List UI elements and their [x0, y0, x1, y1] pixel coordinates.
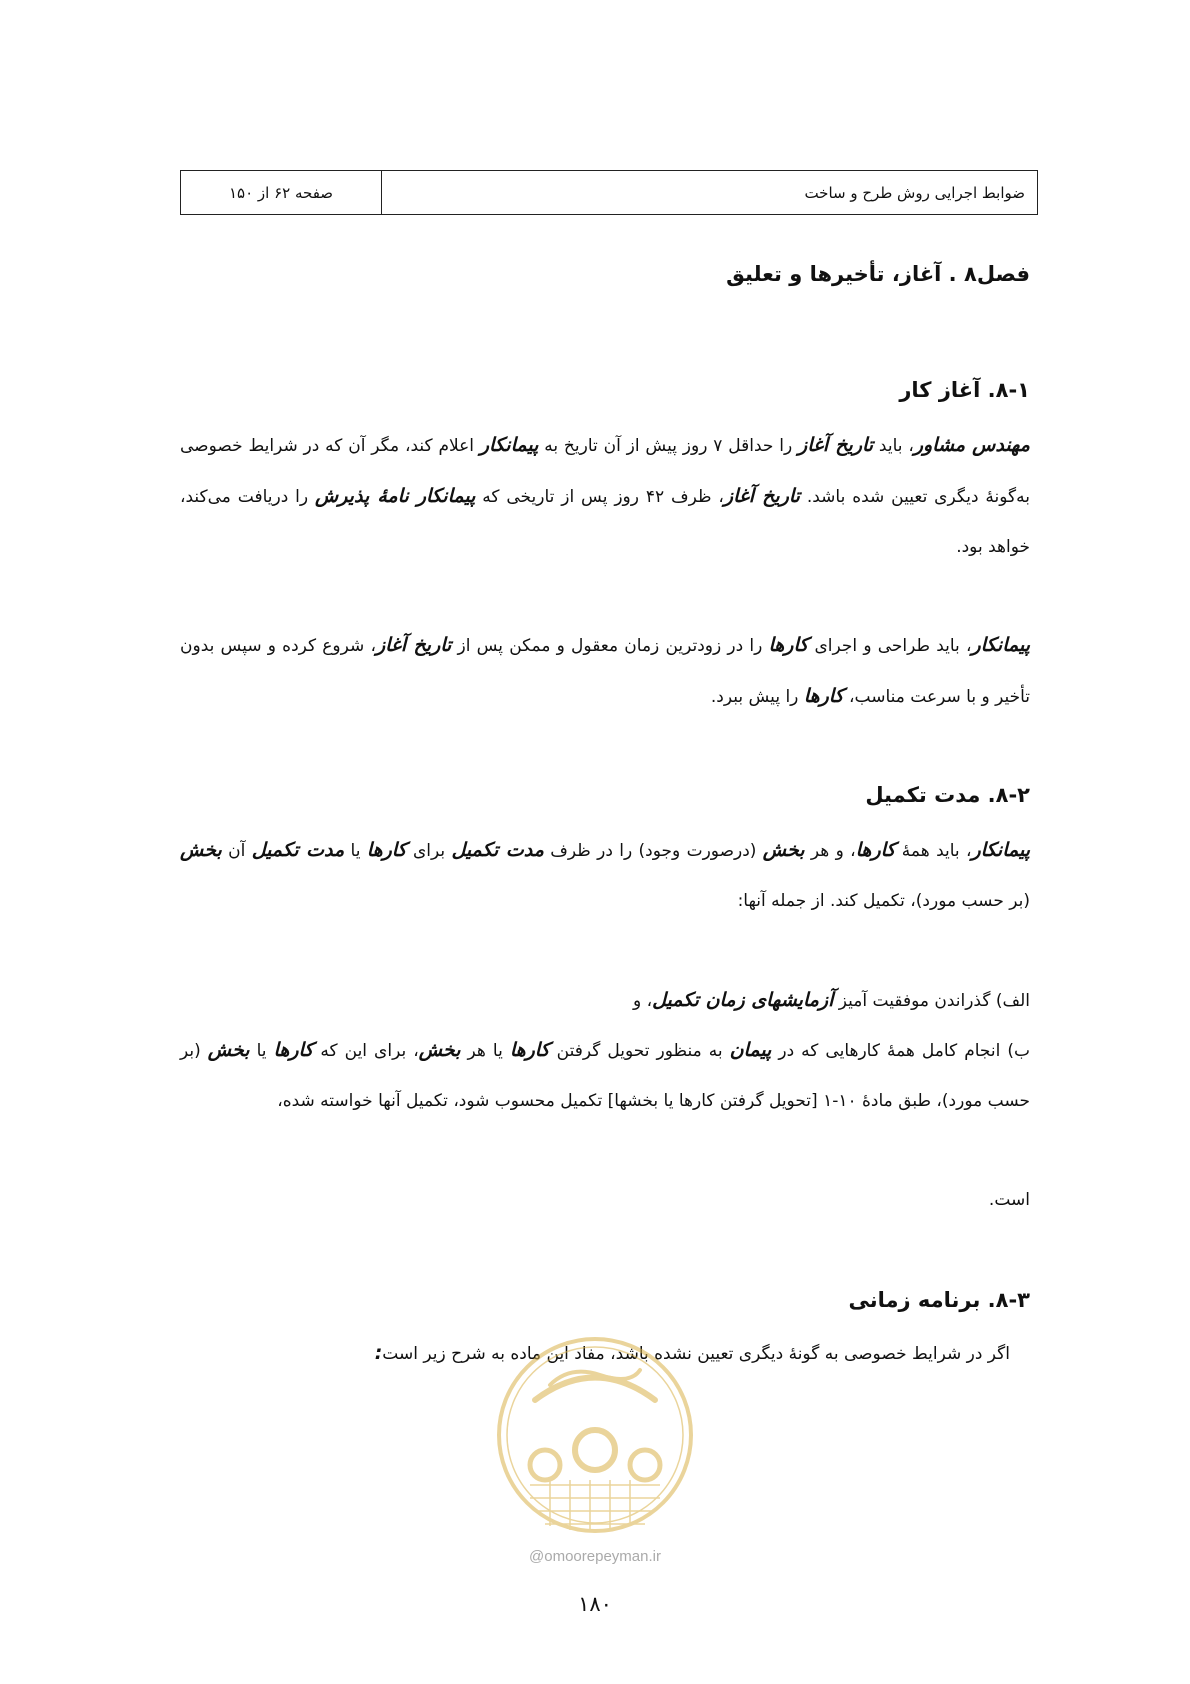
- text-run: برای: [406, 841, 452, 861]
- document-title: ضوابط اجرایی روش طرح و ساخت: [381, 171, 1037, 214]
- text-run: (درصورت وجود) را در ظرف: [543, 841, 763, 861]
- term: کارها: [509, 1039, 550, 1061]
- term: بخش: [418, 1039, 461, 1061]
- paragraph-8-2: [180, 825, 1030, 926]
- list-item-alef: [180, 975, 1030, 1026]
- page-number: ۱۸۰: [578, 1592, 612, 1616]
- text-run: آن: [221, 841, 252, 861]
- term: بخش: [207, 1039, 250, 1061]
- text-run: ، شروع کرده و سپس بدون تأخیر و با سرعت مناسب،: [180, 636, 1030, 707]
- text-run: را پیش ببرد.: [710, 687, 804, 707]
- text-run: یا: [249, 1041, 274, 1061]
- term: کارها: [366, 839, 407, 861]
- text-run: ب) انجام کامل همهٔ کارهایی که در: [771, 1041, 1030, 1061]
- section-heading-8-2: ۸-۲. مدت تکمیل: [865, 783, 1030, 807]
- text-run: را دریافت می‌کند، خواهد بود.: [180, 487, 1030, 557]
- watermark-url: @omoorepeyman.ir: [529, 1548, 661, 1565]
- term: مهندس مشاور: [913, 434, 1030, 456]
- text-run: ، باید طراحی و اجرای: [808, 636, 972, 656]
- watermark-logo: [490, 1330, 700, 1570]
- section-heading-8-1: ۸-۱. آغاز کار: [899, 378, 1030, 402]
- term: بخش: [762, 839, 805, 861]
- list-item-be: [180, 1025, 1030, 1126]
- term: کارها: [273, 1039, 314, 1061]
- text-run: را در زودترین زمان معقول و ممکن پس از: [451, 636, 769, 656]
- text-run: اعلام کند، مگر آن که در شرایط خصوصی به‌گونهٔ دیگری تعیین شده باشد.: [180, 436, 1030, 507]
- text-run: ، و هر: [804, 841, 856, 861]
- paragraph-8-1-b: [180, 620, 1030, 722]
- text-run: یا: [344, 841, 367, 861]
- term: :: [374, 1342, 383, 1364]
- text-run: را حداقل ۷ روز پیش از آن تاریخ به: [538, 436, 799, 456]
- page-header: [180, 170, 1038, 215]
- term: مدت تکمیل: [251, 839, 345, 861]
- term: کارها: [768, 634, 809, 656]
- term: پیمانکار: [971, 839, 1031, 861]
- excavator-icon: [630, 1450, 660, 1480]
- term: آزمایشهای زمان تکمیل: [652, 989, 834, 1011]
- chapter-title: فصل۸ . آغاز، تأخیرها و تعلیق: [726, 262, 1030, 286]
- term: پیمانکار نامهٔ پذیرش: [315, 485, 476, 507]
- term: تاریخ آغاز: [375, 634, 452, 656]
- paragraph-8-1-a: [180, 420, 1030, 572]
- text-run: ، باید همهٔ: [895, 841, 972, 861]
- term: کارها: [803, 685, 844, 707]
- text-run: الف) گذراندن موفقیت آمیز: [833, 991, 1030, 1011]
- scales-icon: [530, 1450, 560, 1480]
- term: تاریخ آغاز: [723, 485, 800, 507]
- term: تاریخ آغاز: [798, 434, 874, 456]
- text-run: (بر حسب مورد)، طبق مادهٔ ۱۰-۱ [تحویل گرفتن کارها یا بخشها] تکمیل محسوب شود، تکمیل آنها خواسته شده،: [180, 1041, 1030, 1111]
- term: پیمانکار: [479, 434, 539, 456]
- text-run: یا هر: [460, 1041, 510, 1061]
- term: کارها: [855, 839, 896, 861]
- section-heading-8-3: ۸-۳. برنامه زمانی: [848, 1288, 1030, 1312]
- gear-icon: [575, 1430, 615, 1470]
- page-counter: صفحه ۶۲ از ۱۵۰: [228, 183, 334, 202]
- text-run: اگر در شرایط خصوصی به گونهٔ دیگری تعیین نشده باشد، مفاد این ماده به شرح زیر است: [382, 1344, 1010, 1364]
- term: بخش: [180, 839, 222, 861]
- text-run: ، باید: [873, 436, 914, 456]
- list-tail: است.: [988, 1190, 1030, 1210]
- term: مدت تکمیل: [451, 839, 544, 861]
- term: پیمانکار: [971, 634, 1030, 656]
- text-run: ، و: [632, 991, 653, 1011]
- text-run: به منظور تحویل گرفتن: [549, 1041, 730, 1061]
- term: پیمان: [729, 1039, 772, 1061]
- text-run: ، ظرف ۴۲ روز پس از تاریخی که: [475, 487, 724, 507]
- text-run: ، برای این که: [313, 1041, 419, 1061]
- watermark-ring: [499, 1339, 691, 1531]
- text-run: (بر حسب مورد)، تکمیل کند. از جمله آنها:: [737, 891, 1030, 911]
